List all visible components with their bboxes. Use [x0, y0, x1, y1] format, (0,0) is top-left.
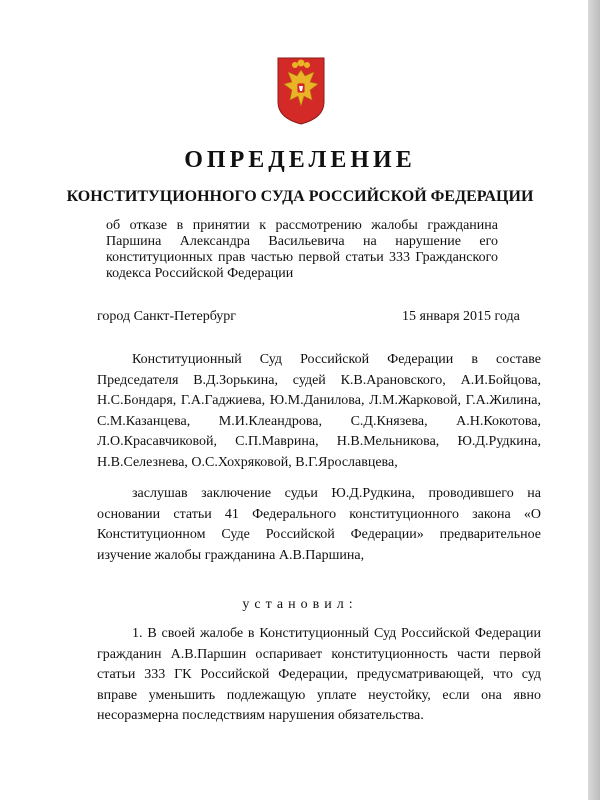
document-date: 15 января 2015 года: [402, 309, 520, 324]
court-name: КОНСТИТУЦИОННОГО СУДА РОССИЙСКОЙ ФЕДЕРАЦИИ: [66, 188, 534, 205]
paragraph-complaint: 1. В своей жалобе в Конституционный Суд Российской Федерации гражданин А.В.Паршин оспаривает конституционность части первой статьи 333 ГК Российской Федерации, предусматривающей, что суд вправе уменьшить подлежащую уплате неустойку, если она явно несоразмерна последствиям нарушения обязательства.: [97, 626, 541, 724]
decision-heading: установил:: [242, 597, 358, 612]
document-subject: об отказе в принятии к рассмотрению жалобы гражданина Паршина Александра Васильевича на нарушение его конституционных прав частью первой статьи 333 Гражданского кодекса Российской Федерации: [106, 218, 498, 281]
emblem-crown-center: [298, 60, 305, 67]
page-edge: [588, 0, 600, 800]
paragraph-hearing: заслушав заключение судьи Ю.Д.Рудкина, проводившего на основании статьи 41 Федерального конституционного закона «О Конституционном Суде Российской Федерации» предварительное изучение жалобы гражданина А.В.Паршина,: [97, 486, 541, 563]
emblem-crown-left: [292, 62, 298, 68]
document-title: ОПРЕДЕЛЕНИЕ: [184, 147, 416, 173]
russian-coat-of-arms-icon: [276, 56, 326, 126]
emblem-crown-right: [304, 62, 310, 68]
document-place: город Санкт-Петербург: [97, 309, 237, 324]
paragraph-composition: Конституционный Суд Российской Федерации в составе Председателя В.Д.Зорькина, судей К.В.Арановского, А.И.Бойцова, Н.С.Бондаря, Г.А.Гаджиева, Ю.М.Данилова, Л.М.Жарковой, Г.А.Жилина, С.М.Казанцева, М.И.Клеандрова, С.Д.Князева, А.Н.Кокотова, Л.О.Красавчиковой, С.П.Маврина, Н.В.Мельникова, Ю.Д.Рудкина, Н.В.Селезнева, О.С.Хохряковой, В.Г.Ярославцева,: [97, 352, 541, 470]
